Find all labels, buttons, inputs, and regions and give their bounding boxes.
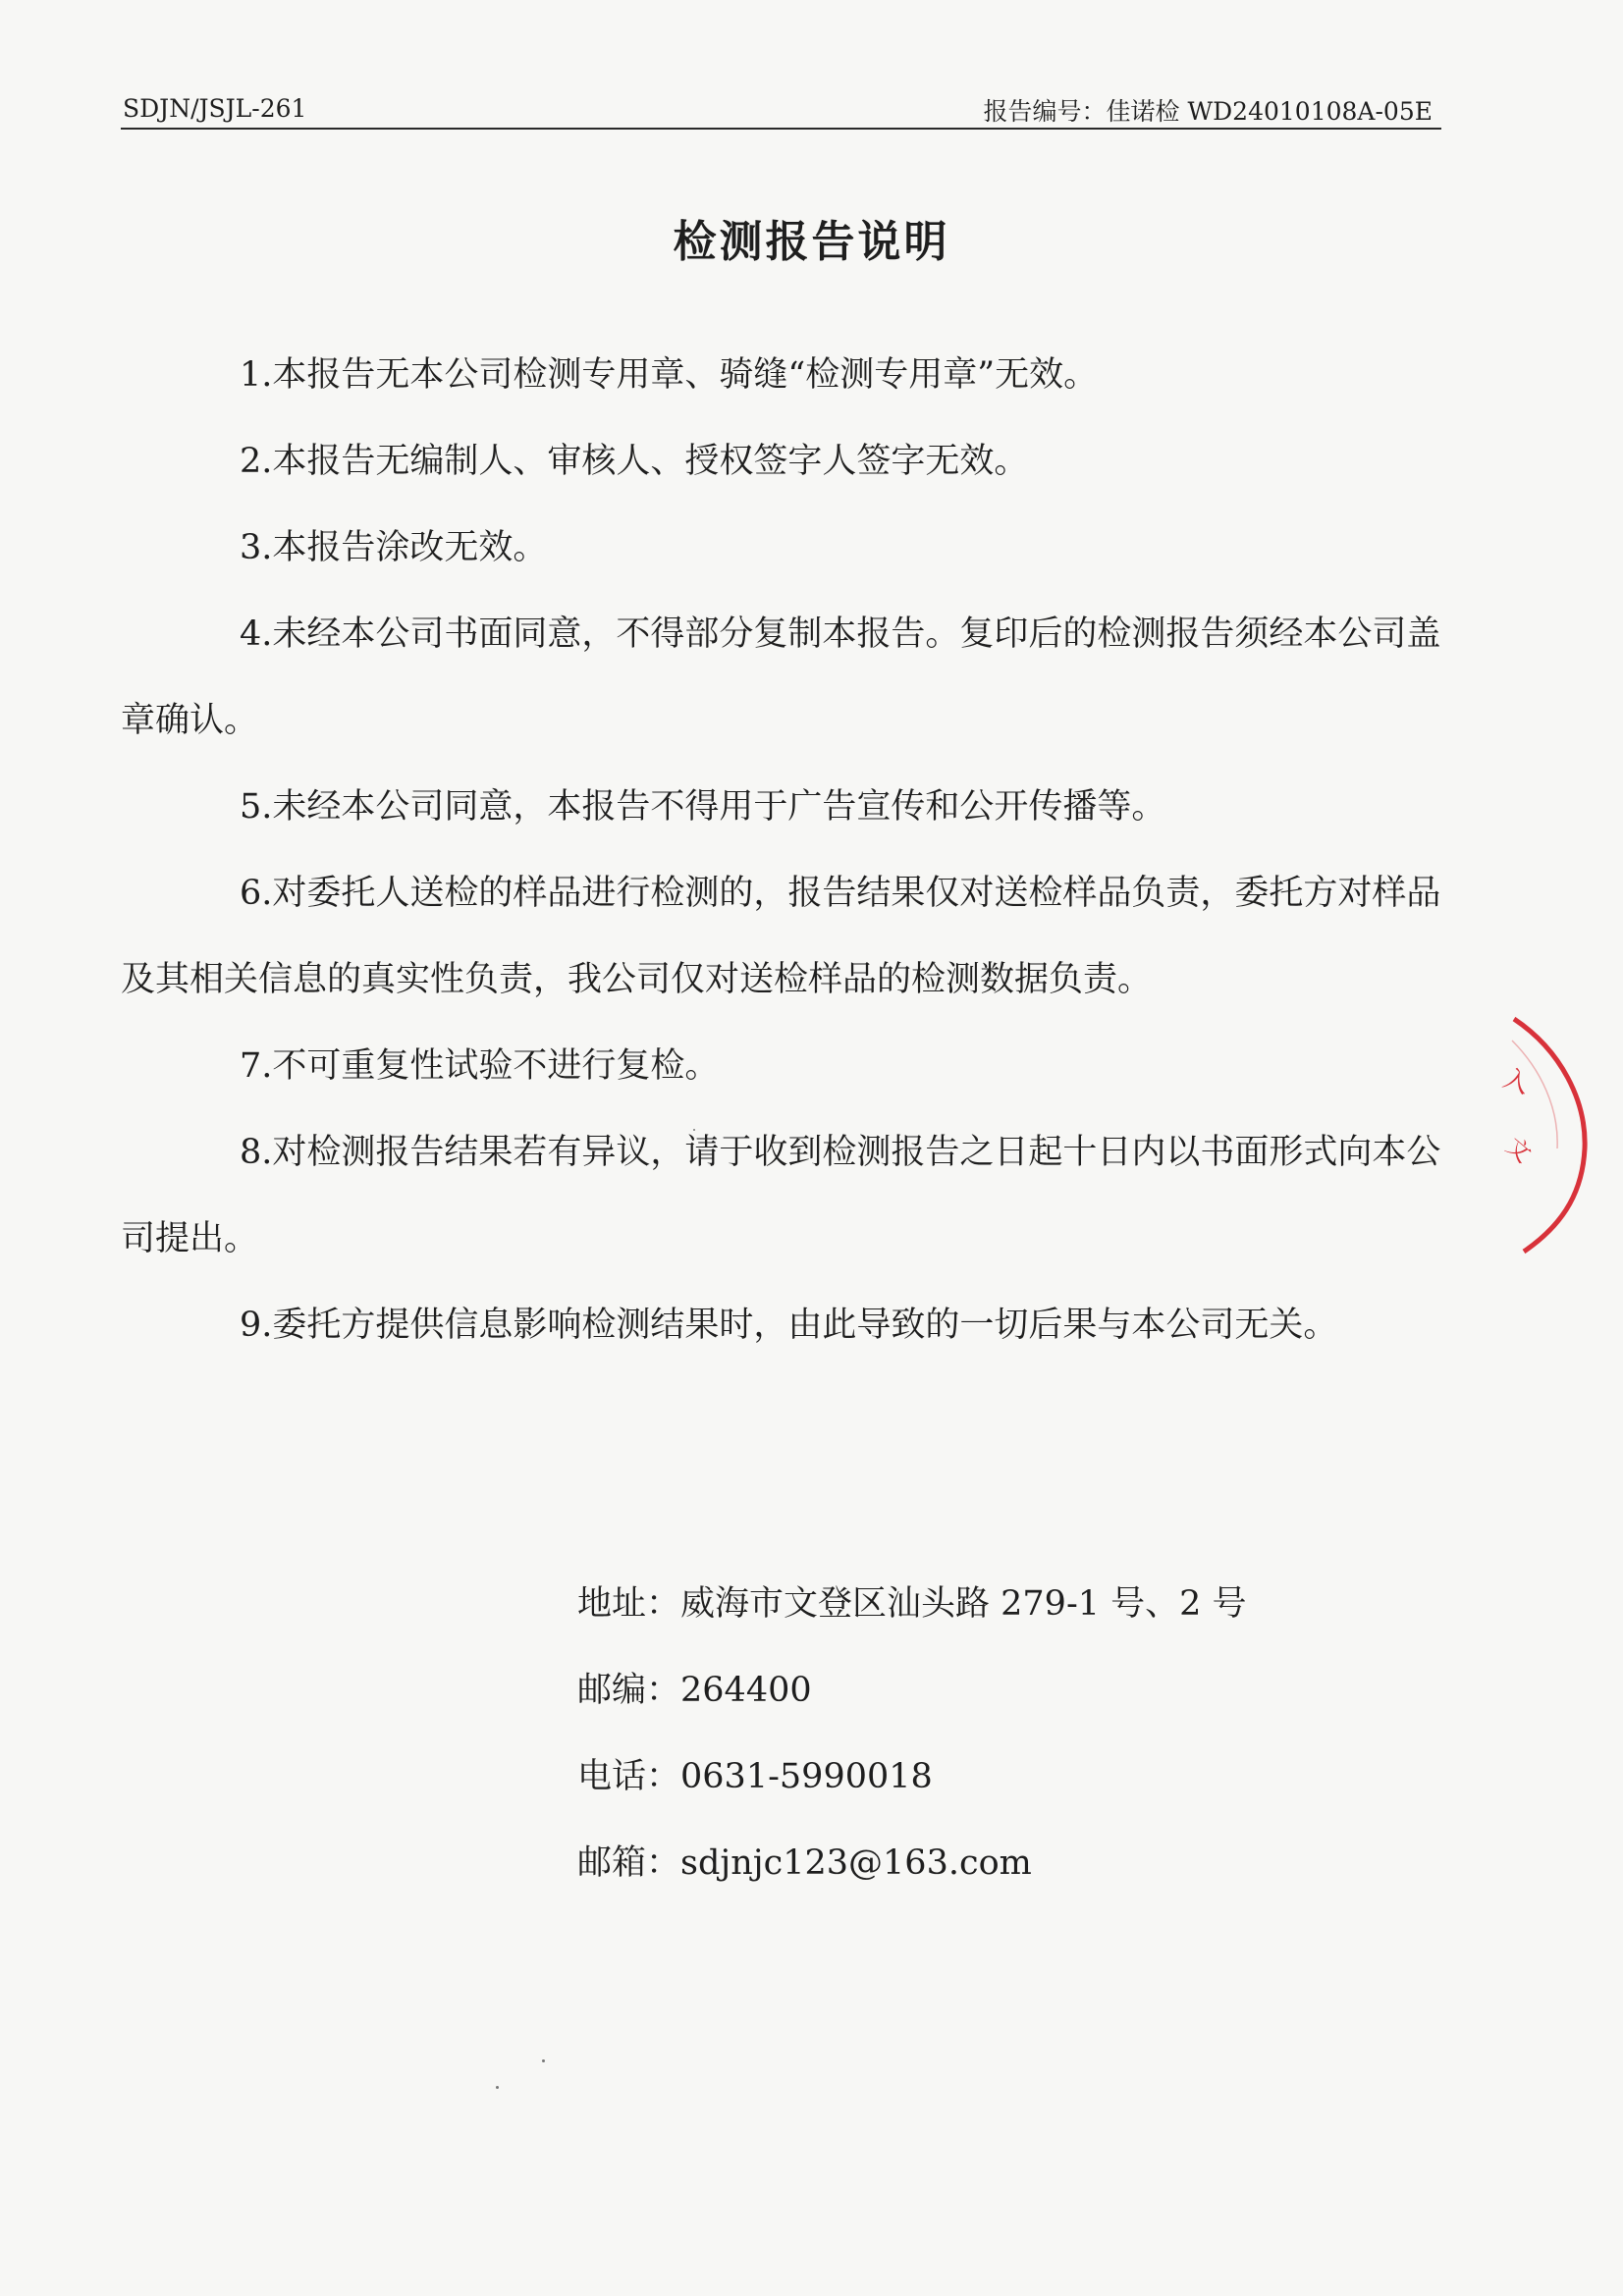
partial-seal-stamp — [1483, 1011, 1623, 1266]
page-title: 检测报告说明 — [673, 217, 950, 267]
address-label: 地址： — [577, 1584, 681, 1624]
report-number-value: 佳诺检 WD24010108A-05E — [1106, 97, 1433, 126]
phone-value: 0631-5990018 — [680, 1757, 933, 1796]
header-divider — [121, 128, 1441, 130]
scan-speck — [496, 2086, 499, 2089]
note-item: 1.本报告无本公司检测专用章、骑缝“检测专用章”无效。 — [240, 355, 1099, 395]
address-row — [577, 1561, 1247, 1647]
note-item: 4.未经本公司书面同意，不得部分复制本报告。复印后的检测报告须经本公司盖章确认。 — [121, 614, 1441, 740]
email-label: 邮箱： — [577, 1843, 681, 1883]
phone-row — [577, 1734, 1247, 1820]
note-item: 3.本报告涂改无效。 — [240, 528, 548, 567]
page-header — [121, 90, 1438, 124]
note-item: 2.本报告无编制人、审核人、授权签字人签字无效。 — [240, 442, 1029, 481]
email-row — [577, 1820, 1247, 1906]
report-number-label: 报告编号： — [983, 97, 1107, 126]
report-number — [983, 92, 1433, 128]
postcode-row — [577, 1647, 1247, 1734]
note-item: 8.对检测报告结果若有异议，请于收到检测报告之日起十日内以书面形式向本公司提出。 — [121, 1133, 1441, 1258]
postcode-label: 邮编： — [577, 1671, 681, 1710]
contact-block — [577, 1561, 1247, 1906]
note-item: 6.对委托人送检的样品进行检测的，报告结果仅对送检样品负责，委托方对样品及其相关信息的真实性负责，我公司仅对送检样品的检测数据负责。 — [121, 874, 1441, 999]
postcode-value: 264400 — [680, 1671, 812, 1710]
note-item: 5.未经本公司同意，本报告不得用于广告宣传和公开传播等。 — [240, 787, 1166, 827]
phone-label: 电话： — [577, 1757, 681, 1796]
document-code: SDJN/JSJL-261 — [123, 94, 307, 123]
note-item: 9.委托方提供信息影响检测结果时，由此导致的一切后果与本公司无关。 — [240, 1306, 1338, 1345]
scan-speck — [693, 1129, 695, 1131]
address-value: 威海市文登区汕头路 279-1 号、2 号 — [680, 1584, 1247, 1624]
seal-char-1: 入 — [1498, 1063, 1534, 1100]
scan-speck — [542, 2059, 545, 2062]
notes-list — [121, 332, 1441, 1368]
email-value: sdjnjc123@163.com — [680, 1843, 1032, 1883]
seal-char-2: 文 — [1500, 1132, 1537, 1168]
note-item: 7.不可重复性试验不进行复检。 — [240, 1046, 720, 1086]
